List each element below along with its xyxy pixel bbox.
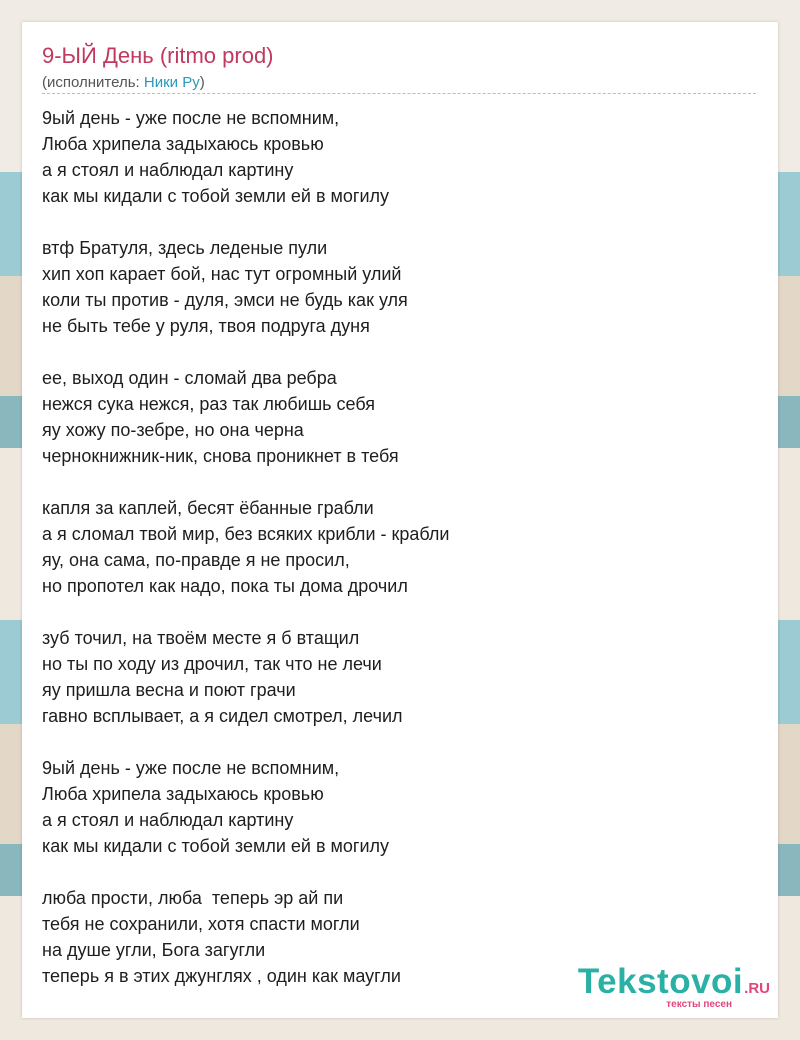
- artist-prefix: (исполнитель:: [42, 74, 144, 91]
- lyrics-line: коли ты против - дуля, эмси не будь как уля: [42, 290, 408, 310]
- artist-suffix: ): [199, 74, 205, 91]
- lyrics-line: яу хожу по-зебре, но она черна: [42, 420, 304, 440]
- lyrics-line: но пропотел как надо, пока ты дома дрочил: [42, 576, 408, 596]
- lyrics-line: Люба хрипела задыхаюсь кровью: [42, 134, 324, 154]
- lyrics-line: а я сломал твой мир, без всяких крибли - крабли: [42, 524, 450, 544]
- logo-tagline: тексты песен: [666, 999, 732, 1010]
- lyrics-line: как мы кидали с тобой земли ей в могилу: [42, 836, 390, 856]
- lyrics-stanza: [42, 365, 762, 469]
- artist-link[interactable]: Ники Ру: [143, 74, 200, 91]
- lyrics-line: ее, выход один - сломай два ребра: [42, 368, 337, 388]
- lyrics-line: зуб точил, на твоём месте я б втащил: [42, 628, 360, 648]
- lyrics-line: Люба хрипела задыхаюсь кровью: [42, 784, 324, 804]
- lyrics-stanza: [42, 235, 762, 339]
- lyrics-line: тебя не сохранили, хотя спасти могли: [42, 914, 360, 934]
- lyrics-line: 9ый день - уже после не вспомним,: [42, 108, 340, 128]
- lyrics-stanza: [42, 495, 762, 599]
- lyrics-card: [22, 22, 778, 1018]
- artist-line: [42, 73, 205, 93]
- lyrics-line: но ты по ходу из дрочил, так что не лечи: [42, 654, 382, 674]
- lyrics-line: люба прости, люба теперь эр ай пи: [42, 888, 344, 908]
- lyrics-line: чернокнижник-ник, снова проникнет в тебя: [42, 446, 399, 466]
- lyrics-stanza: [42, 755, 762, 859]
- divider: [42, 93, 756, 94]
- lyrics-line: нежся сука нежся, раз так любишь себя: [42, 394, 376, 414]
- lyrics-text: [42, 105, 762, 989]
- song-title: 9-ЫЙ День (ritmo prod): [42, 43, 274, 68]
- logo-tld: .RU: [744, 980, 770, 997]
- lyrics-line: капля за каплей, бесят ёбанные грабли: [42, 498, 374, 518]
- lyrics-line: не быть тебе у руля, твоя подруга дуня: [42, 316, 370, 336]
- lyrics-line: яу пришла весна и поют грачи: [42, 680, 296, 700]
- site-logo[interactable]: [577, 962, 770, 1010]
- lyrics-line: теперь я в этих джунглях , один как маугли: [42, 966, 401, 986]
- lyrics-line: яу, она сама, по-правде я не просил,: [42, 550, 350, 570]
- lyrics-stanza: [42, 105, 762, 209]
- lyrics-line: а я стоял и наблюдал картину: [42, 810, 294, 830]
- lyrics-line: как мы кидали с тобой земли ей в могилу: [42, 186, 390, 206]
- lyrics-stanza: [42, 625, 762, 729]
- logo-word: Tekstovoi: [577, 962, 744, 1001]
- lyrics-line: а я стоял и наблюдал картину: [42, 160, 294, 180]
- lyrics-line: гавно всплывает, а я сидел смотрел, лечил: [42, 706, 403, 726]
- lyrics-line: 9ый день - уже после не вспомним,: [42, 758, 340, 778]
- lyrics-line: на душе угли, Бога загугли: [42, 940, 266, 960]
- lyrics-line: втф Братуля, здесь леденые пули: [42, 238, 328, 258]
- lyrics-line: хип хоп карает бой, нас тут огромный улий: [42, 264, 402, 284]
